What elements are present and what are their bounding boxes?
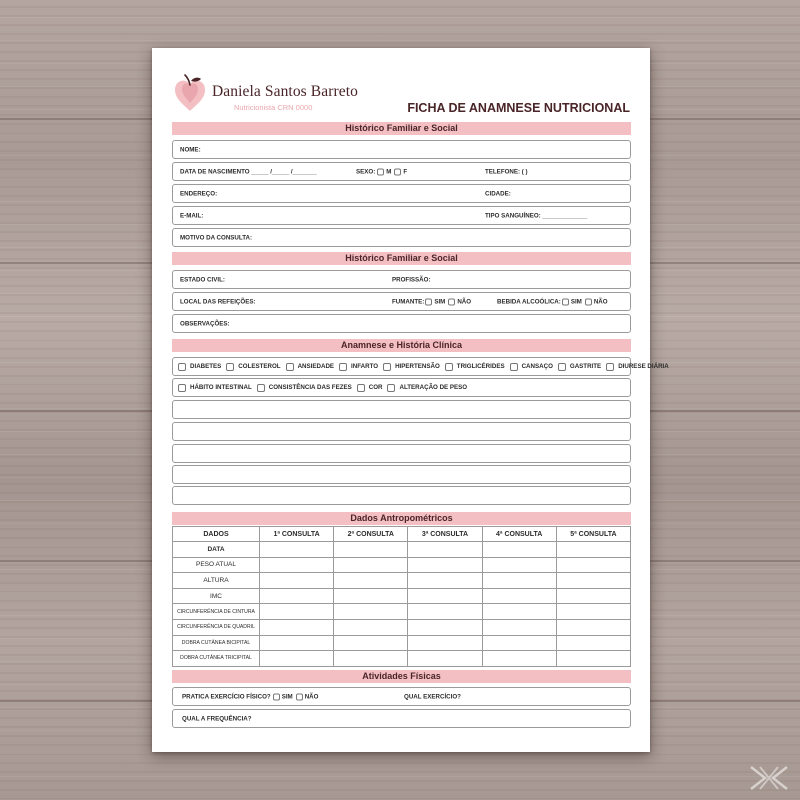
table-cell[interactable] xyxy=(408,588,482,604)
row-label: CIRCUNFERÊNCIA DE QUADRIL xyxy=(173,619,260,635)
watermark-logo-icon xyxy=(748,764,790,792)
table-cell[interactable] xyxy=(334,573,408,589)
table-cell[interactable] xyxy=(482,542,556,558)
alcohol-label: BEBIDA ALCOÓLICA: xyxy=(497,298,561,305)
clinical-option-label: ANSIEDADE xyxy=(297,363,335,370)
sex-f-checkbox[interactable] xyxy=(394,168,401,175)
exercise-field[interactable] xyxy=(172,687,631,706)
smoker-yes-checkbox[interactable] xyxy=(425,298,432,305)
table-cell[interactable] xyxy=(482,651,556,667)
checkbox[interactable] xyxy=(558,363,566,371)
table-cell[interactable] xyxy=(556,557,630,573)
smoker-label: FUMANTE: xyxy=(392,298,425,305)
sex-m-checkbox[interactable] xyxy=(377,168,384,175)
sex-m-label: M xyxy=(386,168,392,175)
clinical-option-label: HÁBITO INTESTINAL xyxy=(190,384,252,391)
table-cell[interactable] xyxy=(556,619,630,635)
table-cell[interactable] xyxy=(334,619,408,635)
row-label: DOBRA CUTÂNEA BICIPITAL xyxy=(173,635,260,651)
row-label: DOBRA CUTÂNEA TRICIPITAL xyxy=(173,651,260,667)
smoker-group xyxy=(392,298,474,305)
clinical-option-label: CONSISTÊNCIA DAS FEZES xyxy=(268,384,352,391)
table-cell[interactable] xyxy=(482,573,556,589)
table-cell[interactable] xyxy=(260,604,334,620)
clinical-option[interactable] xyxy=(445,363,505,371)
notes-label: OBSERVAÇÕES: xyxy=(180,320,230,327)
table-cell[interactable] xyxy=(260,651,334,667)
clinical-option[interactable] xyxy=(383,363,440,371)
blood-type-label: TIPO SANGUÍNEO: _____________ xyxy=(485,212,588,219)
exercise-label: PRATICA EXERCÍCIO FÍSICO? xyxy=(182,693,271,700)
checkbox[interactable] xyxy=(357,384,365,392)
checkbox[interactable] xyxy=(339,363,347,371)
clinical-checklist-row-2 xyxy=(172,378,631,397)
clinical-option[interactable] xyxy=(178,384,252,392)
clinical-option[interactable] xyxy=(357,384,383,392)
checkbox[interactable] xyxy=(387,384,395,392)
alcohol-no-label: NÃO xyxy=(593,298,608,305)
which-exercise-label: QUAL EXERCÍCIO? xyxy=(404,693,461,700)
checkbox[interactable] xyxy=(286,363,294,371)
sex-f-label: F xyxy=(403,168,408,175)
city-label: CIDADE: xyxy=(485,190,511,197)
table-cell[interactable] xyxy=(556,651,630,667)
table-header-cell: 3ª CONSULTA xyxy=(408,527,482,542)
table-cell[interactable] xyxy=(556,588,630,604)
section-header-personal: Histórico Familiar e Social xyxy=(172,122,631,135)
table-cell[interactable] xyxy=(408,619,482,635)
table-row xyxy=(173,542,631,558)
section-header-social: Histórico Familiar e Social xyxy=(172,252,631,265)
table-cell[interactable] xyxy=(334,651,408,667)
birth-label: DATA DE NASCIMENTO _____ /_____ /_______ xyxy=(180,168,317,175)
checkbox[interactable] xyxy=(606,363,614,371)
row-label: PESO ATUAL xyxy=(173,557,260,573)
exercise-no-checkbox[interactable] xyxy=(296,693,303,700)
clinical-checklist-row-1 xyxy=(172,357,669,376)
page-title: FICHA DE ANAMNESE NUTRICIONAL xyxy=(407,101,630,115)
alcohol-yes-checkbox[interactable] xyxy=(562,298,569,305)
address-label: ENDEREÇO: xyxy=(180,190,218,197)
phone-label: TELEFONE: ( ) xyxy=(485,168,528,175)
checkbox[interactable] xyxy=(226,363,234,371)
table-cell[interactable] xyxy=(556,604,630,620)
clinical-option-label: GASTRITE xyxy=(569,363,602,370)
marital-profession-field[interactable] xyxy=(172,270,631,289)
alcohol-group xyxy=(497,298,611,305)
address-field[interactable] xyxy=(172,184,631,203)
clinical-option-label: CANSAÇO xyxy=(521,363,553,370)
checkbox[interactable] xyxy=(383,363,391,371)
table-cell[interactable] xyxy=(556,542,630,558)
table-cell[interactable] xyxy=(482,588,556,604)
clinical-notes-line[interactable] xyxy=(172,465,631,484)
clinical-option[interactable] xyxy=(606,363,669,371)
brand xyxy=(172,73,372,115)
table-cell[interactable] xyxy=(334,604,408,620)
table-header-cell: 5ª CONSULTA xyxy=(556,527,630,542)
alcohol-yes-label: SIM xyxy=(570,298,582,305)
reason-label: MOTIVO DA CONSULTA: xyxy=(180,234,253,241)
clinical-option[interactable] xyxy=(286,363,334,371)
clinical-option-label: ALTERAÇÃO DE PESO xyxy=(399,384,468,391)
table-row xyxy=(173,588,631,604)
email-field[interactable] xyxy=(172,206,631,225)
table-row xyxy=(173,651,631,667)
profession-label: PROFISSÃO: xyxy=(392,276,431,283)
table-cell[interactable] xyxy=(334,635,408,651)
table-cell[interactable] xyxy=(260,619,334,635)
row-label: ALTURA xyxy=(173,573,260,589)
clinical-option-label: HIPERTENSÃO xyxy=(395,363,440,370)
table-cell[interactable] xyxy=(260,542,334,558)
table-row xyxy=(173,604,631,620)
marital-label: ESTADO CIVIL: xyxy=(180,276,225,283)
clinical-notes-line[interactable] xyxy=(172,444,631,463)
brand-subtitle: Nutricionista CRN 0000 xyxy=(234,103,313,112)
section-header-anthro: Dados Antropométricos xyxy=(172,512,631,525)
clinical-option[interactable] xyxy=(178,363,221,371)
table-header-cell: 4ª CONSULTA xyxy=(482,527,556,542)
reason-field[interactable] xyxy=(172,228,631,247)
clinical-option[interactable] xyxy=(510,363,553,371)
clinical-option-label: DIABETES xyxy=(190,363,222,370)
table-cell[interactable] xyxy=(408,635,482,651)
exercise-no-label: NÃO xyxy=(304,693,319,700)
notes-field[interactable] xyxy=(172,314,631,333)
table-cell[interactable] xyxy=(408,557,482,573)
table-cell[interactable] xyxy=(482,557,556,573)
table-header-cell: 1ª CONSULTA xyxy=(260,527,334,542)
clinical-notes-line[interactable] xyxy=(172,400,631,419)
apple-heart-icon xyxy=(172,73,208,113)
table-row xyxy=(173,619,631,635)
checkbox[interactable] xyxy=(445,363,453,371)
smoker-no-checkbox[interactable] xyxy=(448,298,455,305)
clinical-option-label: TRIGLICÉRIDES xyxy=(456,363,505,370)
clinical-notes-line[interactable] xyxy=(172,486,631,505)
clinical-notes-line[interactable] xyxy=(172,422,631,441)
table-cell[interactable] xyxy=(260,635,334,651)
table-cell[interactable] xyxy=(260,557,334,573)
table-row xyxy=(173,573,631,589)
table-cell[interactable] xyxy=(482,604,556,620)
frequency-label: QUAL A FREQUÊNCIA? xyxy=(182,715,252,722)
brand-name: Daniela Santos Barreto xyxy=(212,83,358,100)
smoker-yes-label: SIM xyxy=(434,298,446,305)
smoker-no-label: NÃO xyxy=(457,298,472,305)
table-cell[interactable] xyxy=(334,588,408,604)
name-label: NOME: xyxy=(180,146,201,153)
checkbox[interactable] xyxy=(178,384,186,392)
table-cell[interactable] xyxy=(556,635,630,651)
checkbox[interactable] xyxy=(178,363,186,371)
sex-label: SEXO: xyxy=(356,168,376,175)
alcohol-no-checkbox[interactable] xyxy=(585,298,592,305)
table-cell[interactable] xyxy=(408,604,482,620)
table-cell[interactable] xyxy=(482,619,556,635)
checkbox[interactable] xyxy=(510,363,518,371)
exercise-yes-checkbox[interactable] xyxy=(273,693,280,700)
clinical-option-label: INFARTO xyxy=(351,363,379,370)
anthropometric-table xyxy=(172,526,631,667)
table-cell[interactable] xyxy=(334,542,408,558)
sex-group xyxy=(356,168,410,175)
row-label: IMC xyxy=(173,588,260,604)
clinical-option[interactable] xyxy=(558,363,601,371)
table-cell[interactable] xyxy=(408,573,482,589)
clinical-option[interactable] xyxy=(339,363,378,371)
exercise-yes-label: SIM xyxy=(281,693,293,700)
name-field[interactable] xyxy=(172,140,631,159)
clinical-option[interactable] xyxy=(387,384,467,392)
table-cell[interactable] xyxy=(260,588,334,604)
clinical-option-label: COR xyxy=(368,384,383,391)
meals-label: LOCAL DAS REFEIÇÕES: xyxy=(180,298,256,305)
table-cell[interactable] xyxy=(334,557,408,573)
table-cell[interactable] xyxy=(408,651,482,667)
table-header-row xyxy=(173,527,631,542)
checkbox[interactable] xyxy=(257,384,265,392)
row-label: CIRCUNFERÊNCIA DE CINTURA xyxy=(173,604,260,620)
birth-sex-phone-field[interactable] xyxy=(172,162,631,181)
table-row xyxy=(173,557,631,573)
row-label: DATA xyxy=(173,542,260,558)
clinical-option-label: DIURESE DIÁRIA xyxy=(618,363,669,370)
meals-field[interactable] xyxy=(172,292,631,311)
table-header-cell: DADOS xyxy=(173,527,260,542)
section-header-activity: Atividades Físicas xyxy=(172,670,631,683)
table-cell[interactable] xyxy=(408,542,482,558)
exercise-group xyxy=(182,693,321,700)
table-cell[interactable] xyxy=(260,573,334,589)
clinical-option[interactable] xyxy=(257,384,352,392)
table-row xyxy=(173,635,631,651)
section-header-clinical: Anamnese e História Clínica xyxy=(172,339,631,352)
frequency-field[interactable] xyxy=(172,709,631,728)
clinical-option[interactable] xyxy=(226,363,280,371)
email-label: E-MAIL: xyxy=(180,212,204,219)
clinical-option-label: COLESTEROL xyxy=(238,363,281,370)
table-header-cell: 2ª CONSULTA xyxy=(334,527,408,542)
form-sheet xyxy=(152,48,669,752)
table-cell[interactable] xyxy=(556,573,630,589)
table-cell[interactable] xyxy=(482,635,556,651)
